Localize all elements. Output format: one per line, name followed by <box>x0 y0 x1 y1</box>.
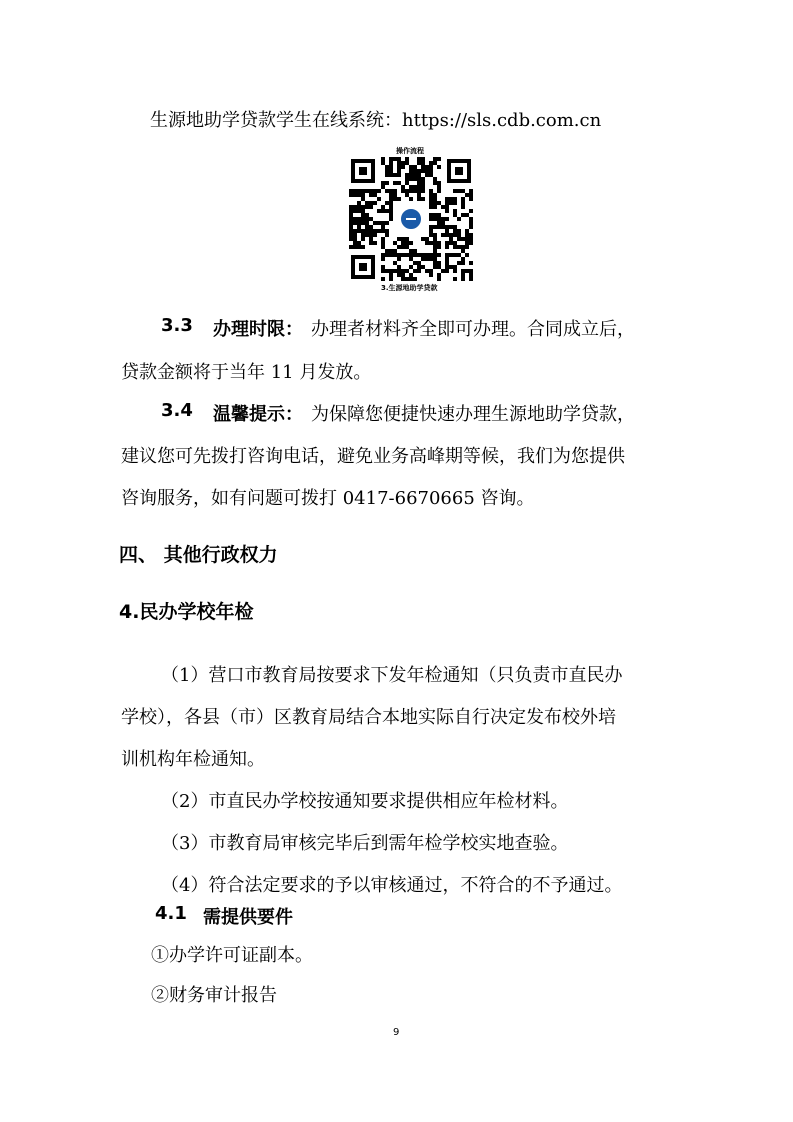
qr-module <box>361 237 365 241</box>
qr-title: 操作流程 <box>396 147 424 155</box>
qr-module <box>469 241 473 245</box>
qr-logo-icon <box>399 207 423 231</box>
section-3-3-number: 3.3 <box>161 315 193 336</box>
qr-module <box>437 245 441 249</box>
section-4-1-title: 需提供要件 <box>203 907 293 928</box>
qr-module <box>385 221 389 225</box>
qr-module <box>445 269 449 273</box>
para-1-line-2: 学校），各县（市）区教育局结合本地实际自行决定发布校外培 <box>121 707 616 728</box>
qr-module <box>453 277 457 281</box>
qr-module <box>421 189 425 193</box>
qr-module <box>469 261 473 265</box>
para-1-line-1: （1）营口市教育局按要求下发年检通知（只负责市直民办 <box>161 665 623 686</box>
page-number: 9 <box>393 1027 400 1038</box>
section-3-4-number: 3.4 <box>161 400 193 421</box>
qr-module <box>381 257 385 261</box>
qr-module <box>409 241 413 245</box>
qr-module <box>437 253 441 257</box>
qr-module <box>465 253 469 257</box>
qr-module <box>457 217 461 221</box>
qr-code[interactable] <box>349 157 473 281</box>
para-4: （4）符合法定要求的予以审核通过，不符合的不予通过。 <box>161 875 623 896</box>
qr-module <box>373 241 377 245</box>
section-3-4-title: 温馨提示： <box>213 404 303 425</box>
qr-module <box>401 165 405 169</box>
qr-caption: 3.生源地助学贷款 <box>381 284 438 292</box>
qr-module <box>409 197 413 201</box>
qr-module <box>397 173 401 177</box>
qr-module <box>377 189 381 193</box>
system-link-line[interactable]: 生源地助学贷款学生在线系统：https://sls.cdb.com.cn <box>150 110 602 131</box>
heading-four: 四、 其他行政权力 <box>119 544 278 566</box>
section-3-4-text-2: 建议您可先拨打咨询电话，避免业务高峰期等候，我们为您提供 <box>121 446 625 467</box>
qr-module <box>397 197 401 201</box>
section-3-4-text-1: 为保障您便捷快速办理生源地助学贷款， <box>311 404 635 425</box>
qr-module <box>465 245 469 249</box>
qr-module <box>437 165 441 169</box>
qr-module <box>433 205 437 209</box>
section-3-3-text-2: 贷款金额将于当年 11 月发放。 <box>121 362 372 383</box>
qr-finder-bl <box>351 255 375 279</box>
qr-module <box>361 245 365 249</box>
qr-module <box>469 225 473 229</box>
para-1-line-3: 训机构年检通知。 <box>121 749 265 770</box>
qr-module <box>397 257 401 261</box>
qr-module <box>461 261 465 265</box>
section-3-3-text-1: 办理者材料齐全即可办理。合同成立后， <box>311 319 635 340</box>
qr-module <box>469 197 473 201</box>
required-item-2: ②财务审计报告 <box>151 985 277 1006</box>
qr-module <box>453 201 457 205</box>
qr-module <box>437 277 441 281</box>
qr-module <box>413 277 417 281</box>
section-4-1-number: 4.1 <box>155 903 187 924</box>
qr-module <box>461 205 465 209</box>
qr-module <box>445 217 449 221</box>
heading-4-annual-inspection: 4.民办学校年检 <box>119 601 254 623</box>
qr-module <box>377 197 381 201</box>
qr-module <box>437 157 441 161</box>
qr-module <box>437 189 441 193</box>
qr-module <box>385 233 389 237</box>
qr-module <box>389 277 393 281</box>
qr-module <box>469 277 473 281</box>
qr-module <box>469 209 473 213</box>
required-item-1: ①办学许可证副本。 <box>151 945 313 966</box>
qr-module <box>417 269 421 273</box>
qr-module <box>429 273 433 277</box>
qr-finder-tl <box>351 159 375 183</box>
qr-module <box>445 209 449 213</box>
qr-module <box>461 277 465 281</box>
section-3-3-title: 办理时限： <box>213 319 303 340</box>
qr-module <box>445 245 449 249</box>
qr-module <box>369 205 373 209</box>
qr-module <box>381 277 385 281</box>
qr-finder-tr <box>447 159 471 183</box>
qr-module <box>373 201 377 205</box>
qr-module <box>421 197 425 201</box>
section-3-4-text-3: 咨询服务，如有问题可拨打 0417-6670665 咨询。 <box>121 488 535 509</box>
para-2: （2）市直民办学校按通知要求提供相应年检材料。 <box>161 791 569 812</box>
qr-module <box>453 269 457 273</box>
qr-module <box>389 217 393 221</box>
qr-module <box>373 233 377 237</box>
para-3: （3）市教育局审核完毕后到需年检学校实地查验。 <box>161 833 569 854</box>
qr-module <box>385 181 389 185</box>
